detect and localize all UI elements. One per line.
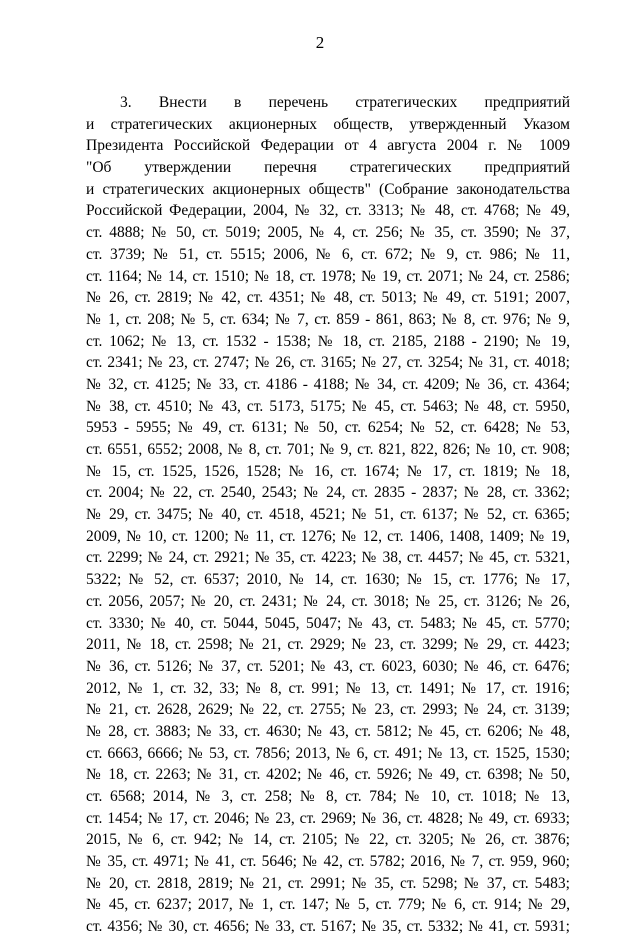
text-line: № 15, ст. 1525, 1526, 1528; № 16, ст. 1674; № 17, ст. 1819; № 18, xyxy=(86,462,570,480)
text-line: ст. 2056, 2057; № 20, ст. 2431; № 24, ст. 3018; № 25, ст. 3126; № 26, xyxy=(86,592,570,610)
text-line: Президента Российской Федерации от 4 августа 2004 г. № 1009 xyxy=(86,137,570,155)
text-line: Российской Федерации, 2004, № 32, ст. 3313; № 48, ст. 4768; № 49, xyxy=(86,202,570,220)
text-line: "Об утверждении перечня стратегических предприятий xyxy=(86,159,570,177)
text-line: № 32, ст. 4125; № 33, ст. 4186 - 4188; № 34, ст. 4209; № 36, ст. 4364; xyxy=(86,375,570,393)
text-line: ст. 1454; № 17, ст. 2046; № 23, ст. 2969; № 36, ст. 4828; № 49, ст. 6933; xyxy=(86,809,570,827)
text-line: ст. 1164; № 14, ст. 1510; № 18, ст. 1978; № 19, ст. 2071; № 24, ст. 2586; xyxy=(86,267,570,285)
text-line: № 18, ст. 2263; № 31, ст. 4202; № 46, ст. 5926; № 49, ст. 6398; № 50, xyxy=(86,766,570,784)
text-line: № 21, ст. 2628, 2629; № 22, ст. 2755; № 23, ст. 2993; № 24, ст. 3139; xyxy=(86,701,570,719)
text-line: № 29, ст. 3475; № 40, ст. 4518, 4521; № 51, ст. 6137; № 52, ст. 6365; xyxy=(86,506,570,524)
text-line: № 1, ст. 208; № 5, ст. 634; № 7, ст. 859 - 861, 863; № 8, ст. 976; № 9, xyxy=(86,310,570,328)
text-line: ст. 3330; № 40, ст. 5044, 5045, 5047; № 43, ст. 5483; № 45, ст. 5770; xyxy=(86,614,570,632)
text-line: 2012, № 1, ст. 32, 33; № 8, ст. 991; № 13, ст. 1491; № 17, ст. 1916; xyxy=(86,679,570,697)
text-line: ст. 6568; 2014, № 3, ст. 258; № 8, ст. 784; № 10, ст. 1018; № 13, xyxy=(86,788,570,805)
text-line: ст. 6551, 6552; 2008, № 8, ст. 701; № 9, ст. 821, 822, 826; № 10, ст. 908; xyxy=(86,441,570,458)
text-line: и стратегических акционерных обществ, утвержденный Указом xyxy=(86,115,570,133)
text-line: и стратегических акционерных обществ" (Собрание законодательства xyxy=(86,180,570,198)
text-line: ст. 6663, 6666; № 53, ст. 7856; 2013, № 6, ст. 491; № 13, ст. 1525, 1530; xyxy=(86,744,570,762)
text-line: № 36, ст. 5126; № 37, ст. 5201; № 43, ст. 6023, 6030; № 46, ст. 6476; xyxy=(86,657,570,675)
text-line: ст. 2299; № 24, ст. 2921; № 35, ст. 4223; № 38, ст. 4457; № 45, ст. 5321, xyxy=(86,549,570,567)
text-line: № 38, ст. 4510; № 43, ст. 5173, 5175; № 45, ст. 5463; № 48, ст. 5950, xyxy=(86,397,570,415)
body-text xyxy=(86,92,570,938)
text-line: № 28, ст. 3883; № 33, ст. 4630; № 43, ст. 5812; № 45, ст. 6206; № 48, xyxy=(86,722,570,740)
text-line: № 26, ст. 2819; № 42, ст. 4351; № 48, ст. 5013; № 49, ст. 5191; 2007, xyxy=(86,289,570,307)
text-line: ст. 4356; № 30, ст. 4656; № 33, ст. 5167; № 35, ст. 5332; № 41, ст. 5931; xyxy=(86,918,570,936)
text-line: 2009, № 10, ст. 1200; № 11, ст. 1276; № 12, ст. 1406, 1408, 1409; № 19, xyxy=(86,527,570,545)
text-line: 5953 - 5955; № 49, ст. 6131; № 50, ст. 6254; № 52, ст. 6428; № 53, xyxy=(86,419,570,437)
text-line: ст. 2004; № 22, ст. 2540, 2543; № 24, ст. 2835 - 2837; № 28, ст. 3362; xyxy=(86,484,570,502)
page-number: 2 xyxy=(315,33,325,52)
text-line: № 20, ст. 2818, 2819; № 21, ст. 2991; № 35, ст. 5298; № 37, ст. 5483; xyxy=(86,874,570,892)
text-line: 3. Внести в перечень стратегических предприятий xyxy=(120,94,570,111)
text-line: № 45, ст. 6237; 2017, № 1, ст. 147; № 5, ст. 779; № 6, ст. 914; № 29, xyxy=(86,896,570,914)
text-line: ст. 4888; № 50, ст. 5019; 2005, № 4, ст. 256; № 35, ст. 3590; № 37, xyxy=(86,224,570,242)
text-line: 5322; № 52, ст. 6537; 2010, № 14, ст. 1630; № 15, ст. 1776; № 17, xyxy=(86,571,570,589)
text-line: ст. 2341; № 23, ст. 2747; № 26, ст. 3165; № 27, ст. 3254; № 31, ст. 4018; xyxy=(86,354,570,372)
text-line: ст. 1062; № 13, ст. 1532 - 1538; № 18, ст. 2185, 2188 - 2190; № 19, xyxy=(86,332,570,350)
text-line: № 35, ст. 4971; № 41, ст. 5646; № 42, ст. 5782; 2016, № 7, ст. 959, 960; xyxy=(86,853,570,871)
text-line: 2011, № 18, ст. 2598; № 21, ст. 2929; № 23, ст. 3299; № 29, ст. 4423; xyxy=(86,636,570,654)
text-line: ст. 3739; № 51, ст. 5515; 2006, № 6, ст. 672; № 9, ст. 986; № 11, xyxy=(86,245,570,263)
text-line: 2015, № 6, ст. 942; № 14, ст. 2105; № 22, ст. 3205; № 26, ст. 3876; xyxy=(86,831,570,849)
